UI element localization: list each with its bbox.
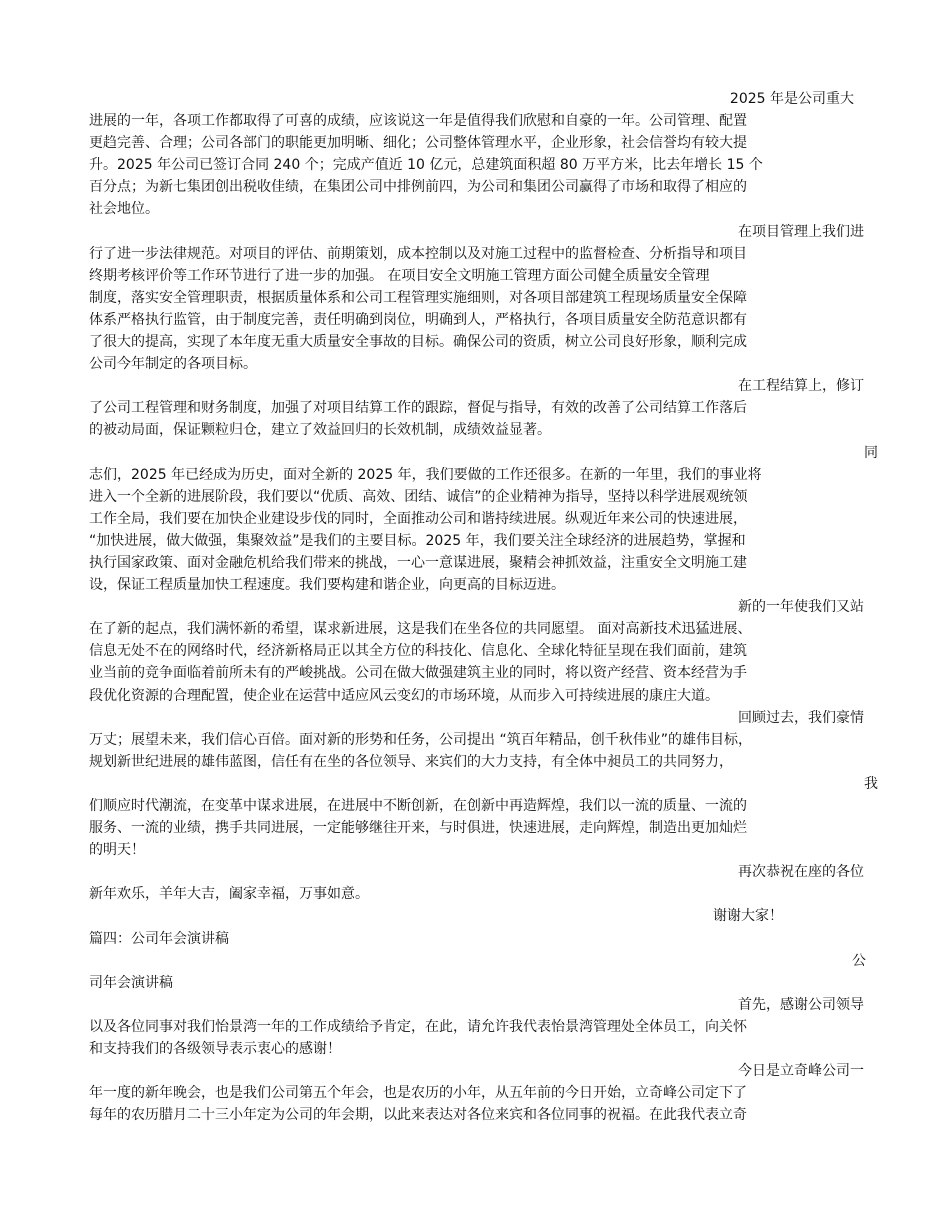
text-line: 了公司工程管理和财务制度，加强了对项目结算工作的跟踪，督促与指导，有效的改善了公司结算工作落后 (89, 400, 747, 417)
text-line: 公司今年制定的各项目标。 (89, 356, 257, 373)
text-line: 进入一个全新的进展阶段，我们要以“优质、高效、团结、诚信”的企业精神为指导，坚持以科学进展观统领 (89, 488, 748, 505)
text-line: 新的一年使我们又站 (738, 599, 864, 616)
text-line: 在项目管理上我们进 (738, 223, 864, 240)
text-line: 执行国家政策、面对金融危机给我们带来的挑战，一心一意谋进展，聚精会神抓效益，注重安全文明施工建 (89, 554, 747, 571)
text-line: 司年会演讲稿 (89, 974, 173, 991)
text-line: 升。2025 年公司已签订合同 240 个；完成产值近 10 亿元，总建筑面积超 80 万平方米，比去年增长 15 个 (89, 157, 763, 174)
text-line: 回顾过去，我们豪情 (738, 709, 864, 726)
text-line: 终期考核评价等工作环节进行了进一步的加强。 在项目安全文明施工管理方面公司健全质量安全管理 (89, 267, 710, 284)
text-line: 制度，落实安全管理职责，根据质量体系和公司工程管理实施细则，对各项目部建筑工程现场质量安全保障 (89, 289, 747, 306)
text-line: 2025 年是公司重大 (729, 91, 854, 107)
text-line: 服务、一流的业绩，携手共同进展，一定能够继往开来，与时俱进，快速进展，走向辉煌，制造出更加灿烂 (89, 820, 747, 837)
text-line: 年一度的新年晚会，也是我们公司第五个年会，也是农历的小年，从五年前的今日开始，立奇峰公司定下了 (89, 1085, 747, 1102)
text-line: 再次恭祝在座的各位 (738, 864, 864, 881)
text-line: 和支持我们的各级领导表示衷心的感谢！ (89, 1041, 341, 1058)
text-line: 更趋完善、合理；公司各部门的职能更加明晰、细化；公司整体管理水平，企业形象，社会信誉均有较大提 (89, 135, 747, 152)
text-line: 业当前的竞争面临着前所未有的严峻挑战。公司在做大做强建筑主业的同时，将以资产经营、资本经营为手 (89, 665, 747, 682)
text-line: 设，保证工程质量加快工程速度。我们要构建和谐企业，向更高的目标迈进。 (89, 577, 565, 594)
text-line: 了很大的提高，实现了本年度无重大质量安全事故的目标。确保公司的资质，树立公司良好形象，顺利完成 (89, 334, 747, 351)
text-line: 今日是立奇峰公司一 (738, 1063, 864, 1080)
text-line: 段优化资源的合理配置，使企业在运营中适应风云变幻的市场环境，从而步入可持续进展的康庄大道。 (89, 687, 719, 704)
text-line: 万丈；展望未来，我们信心百倍。面对新的形势和任务，公司提出 “筑百年精品，创千秋伟业”的雄伟目标， (89, 731, 752, 748)
text-line: 们顺应时代潮流，在变革中谋求进展，在进展中不断创新，在创新中再造辉煌，我们以一流的质量、一流的 (89, 798, 747, 814)
text-line: 工作全局，我们要在加快企业建设步伐的同时，全面推动公司和谐持续进展。纵观近年来公司的快速进展， (89, 510, 747, 527)
text-line: 行了进一步法律规范。对项目的评估、前期策划，成本控制以及对施工过程中的监督检查、分析指导和项目 (89, 245, 747, 262)
text-line: 社会地位。 (89, 201, 159, 218)
text-line: 百分点；为新七集团创出税收佳绩，在集团公司中排例前四，为公司和集团公司赢得了市场和取得了相应的 (89, 179, 747, 196)
text-line: 谢谢大家！ (713, 908, 783, 925)
text-line: 的被动局面，保证颗粒归仓，建立了效益回归的长效机制，成绩效益显著。 (89, 422, 551, 439)
text-line: 同 (864, 444, 878, 461)
text-line: 我 (864, 775, 878, 792)
text-line: 志们，2025 年已经成为历史，面对全新的 2025 年，我们要做的工作还很多。在新的一年里，我们的事业将 (89, 466, 762, 483)
text-line: 的明天！ (89, 842, 145, 859)
text-line: 规划新世纪进展的雄伟蓝图，信任有在坐的各位领导、来宾们的大力支持，有全体中昶员工的共同努力， (89, 753, 733, 770)
text-line: 公 (852, 952, 866, 969)
text-line: 体系严格执行监管，由于制度完善，责任明确到岗位，明确到人，严格执行，各项目质量安全防范意识都有 (89, 311, 747, 328)
text-line: 信息无处不在的网络时代，经济新格局正以其全方位的科技化、信息化、全球化特征呈现在我们面前，建筑 (89, 643, 747, 660)
text-line: 进展的一年，各项工作都取得了可喜的成绩，应该说这一年是值得我们欣慰和自豪的一年。公司管理、配置 (89, 113, 747, 130)
text-line: 新年欢乐，羊年大吉，阖家幸福，万事如意。 (89, 886, 369, 903)
document-body (89, 88, 878, 1126)
text-line: “加快进展，做大做强，集聚效益”是我们的主要目标。2025 年，我们要关注全球经济的进展趋势，掌握和 (89, 532, 746, 549)
text-line: 在了新的起点，我们满怀新的希望，谋求新进展，这是我们在坐各位的共同愿望。 面对高新技术迅猛进展、 (89, 621, 752, 638)
text-line: 在工程结算上，修订 (738, 378, 864, 395)
text-line: 每年的农历腊月二十三小年定为公司的年会期，以此来表达对各位来宾和各位同事的祝福。在此我代表立奇 (89, 1107, 747, 1124)
text-line: 首先，感谢公司领导 (738, 996, 864, 1013)
text-line: 篇四：公司年会演讲稿 (89, 930, 229, 947)
text-line: 以及各位同事对我们怡景湾一年的工作成绩给予肯定，在此，请允许我代表怡景湾管理处全体员工，向关怀 (89, 1018, 747, 1035)
